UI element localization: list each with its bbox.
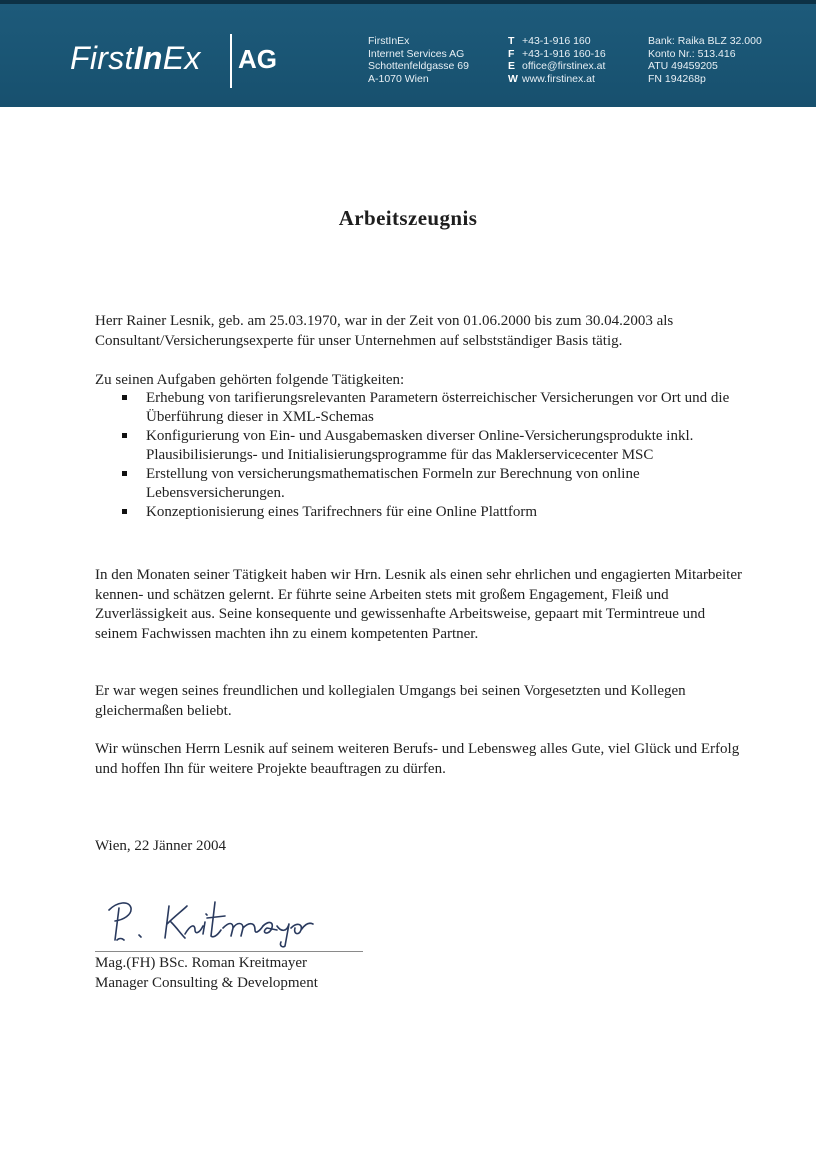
contact-line xyxy=(508,73,606,86)
contact-fax: +43-1-916 160-16 xyxy=(522,47,606,60)
contact-line xyxy=(508,35,606,48)
company-address xyxy=(368,35,469,85)
contact-key: F xyxy=(508,47,515,60)
logo-divider xyxy=(230,34,232,88)
bank-line: ATU 49459205 xyxy=(648,60,718,72)
letterhead xyxy=(0,0,816,107)
document-title: Arbeitszeugnis xyxy=(338,206,478,230)
contact-key: E xyxy=(508,60,516,72)
handwritten-signature xyxy=(95,888,365,950)
tasks-heading: Zu seinen Aufgaben gehörten folgende Tätigkeiten: xyxy=(95,372,405,388)
signer-name: Mag.(FH) BSc. Roman Kreitmayer xyxy=(95,955,308,971)
signer-block xyxy=(95,954,318,993)
task-text: Erhebung von tarifierungsrelevanten Parametern österreichischer Versicherungen vor Ort und die Überführung dieser in XML-Schemas xyxy=(146,390,730,425)
closing-paragraph: Wir wünschen Herrn Lesnik auf seinem weiteren Berufs- und Lebensweg alles Gute, viel Glück und Erfolg und hoffen Ihn für weitere Projekte beauftragen zu dürfen. xyxy=(95,741,740,777)
list-item xyxy=(95,427,745,465)
assessment-paragraph: In den Monaten seiner Tätigkeit haben wir Hrn. Lesnik als einen sehr ehrlichen und engagierten Mitarbeiter kennen- und schätzen gelernt. Er führte seine Arbeiten stets mit großem Engagement, Fleiß und Zuverlässigkeit aus. Seine konsequente und gewissenhafte Arbeitsweise, gepaart mit Termintreue und seinem Fachwissen machten ihn zu einem kompetenten Partner. xyxy=(95,567,742,642)
company-contact xyxy=(508,35,606,85)
bullet-icon xyxy=(122,471,127,476)
intro-paragraph: Herr Rainer Lesnik, geb. am 25.03.1970, war in der Zeit von 01.06.2000 bis zum 30.04.2003 als Consultant/Versicherungsexperte für unser Unternehmen auf selbstständiger Basis tätig. xyxy=(95,313,674,349)
address-line: Schottenfeldgasse 69 xyxy=(368,60,469,72)
contact-website: www.firstinex.at xyxy=(522,72,595,85)
contact-line xyxy=(508,48,606,61)
logo-ex: Ex xyxy=(162,40,201,76)
list-item xyxy=(95,389,745,427)
document-date: Wien, 22 Jänner 2004 xyxy=(95,838,227,854)
contact-phone: +43-1-916 160 xyxy=(522,35,591,47)
company-bank-details xyxy=(648,35,762,85)
task-text: Erstellung von versicherungsmathematischen Formeln zur Berechnung von online Lebensversicherungen. xyxy=(146,466,640,501)
task-text: Konfigurierung von Ein- und Ausgabemasken diverser Online-Versicherungsprodukte inkl. Plausibilisierungs- und Initialisierungsprogramme für das Maklerservicecenter MSC xyxy=(146,428,694,463)
logo-ag: AG xyxy=(238,44,277,74)
bullet-icon xyxy=(122,509,127,514)
signature-line xyxy=(95,951,363,952)
logo-first: First xyxy=(70,40,134,76)
list-item xyxy=(95,465,745,503)
signer-title: Manager Consulting & Development xyxy=(95,974,318,991)
contact-key: W xyxy=(508,72,518,85)
task-text: Konzeptionisierung eines Tarifrechners für eine Online Plattform xyxy=(146,504,538,520)
contact-line xyxy=(508,60,606,73)
bank-line: Bank: Raika BLZ 32.000 xyxy=(648,35,762,47)
logo-in: In xyxy=(133,40,163,76)
company-logo xyxy=(70,42,201,74)
bank-line: Konto Nr.: 513.416 xyxy=(648,47,736,60)
address-line: FirstInEx xyxy=(368,35,410,47)
bank-line: FN 194268p xyxy=(648,72,706,85)
social-paragraph: Er war wegen seines freundlichen und kollegialen Umgangs bei seinen Vorgesetzten und Kollegen gleichermaßen beliebt. xyxy=(95,683,686,719)
address-line: Internet Services AG xyxy=(368,47,465,60)
list-item xyxy=(95,503,745,522)
contact-email: office@firstinex.at xyxy=(522,60,606,72)
bullet-icon xyxy=(122,395,127,400)
contact-key: T xyxy=(508,35,515,47)
bullet-icon xyxy=(122,433,127,438)
tasks-list xyxy=(95,389,745,522)
address-line: A-1070 Wien xyxy=(368,72,429,85)
